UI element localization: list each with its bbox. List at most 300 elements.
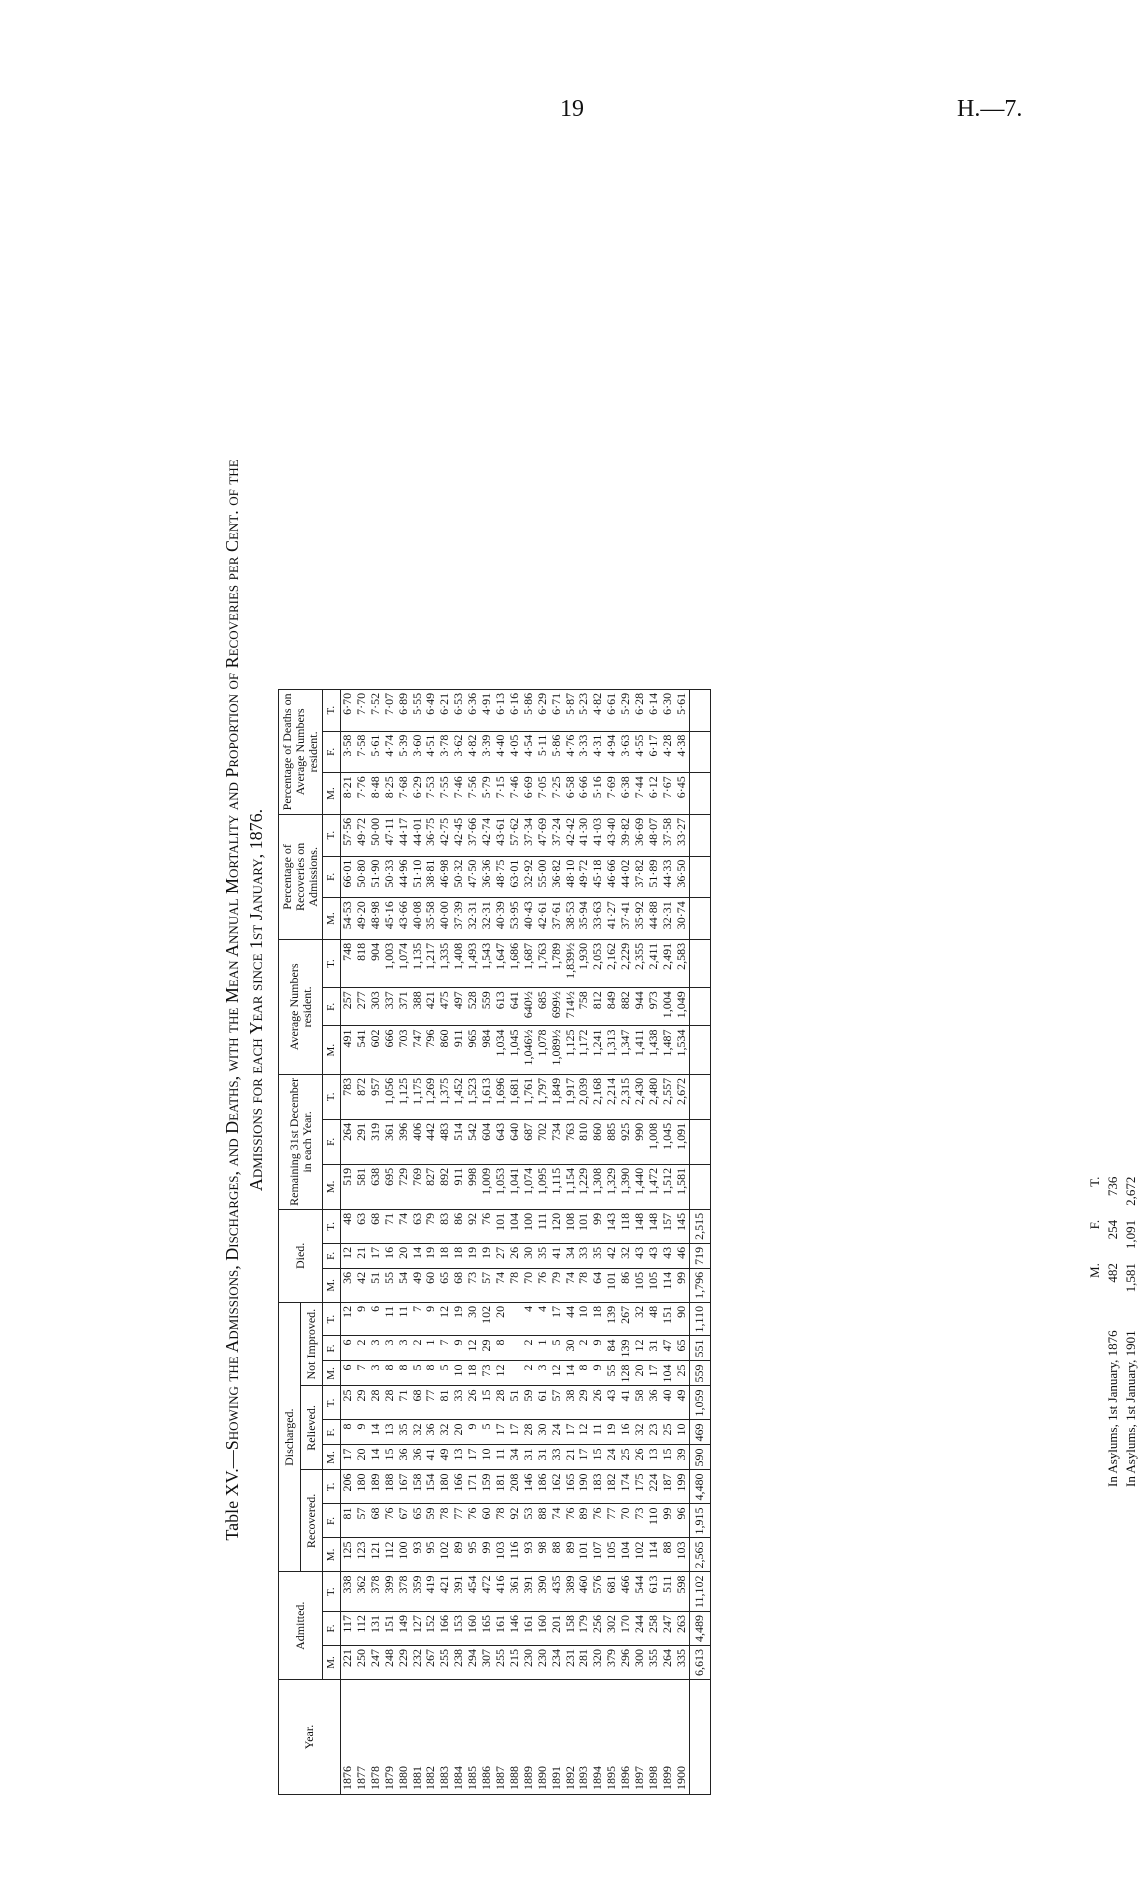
- table-cell: 32·31: [466, 898, 480, 940]
- table-cell: 32: [411, 1420, 425, 1445]
- table-cell: 8: [424, 1361, 438, 1386]
- table-cell: 36: [424, 1420, 438, 1445]
- table-cell: 98: [536, 1538, 550, 1572]
- table-cell: 33: [452, 1386, 466, 1420]
- table-cell: 181: [494, 1470, 508, 1504]
- table-cell: 25: [341, 1386, 355, 1420]
- table-cell: 21: [564, 1445, 578, 1470]
- table-cell: 40·43: [522, 898, 536, 940]
- table-cell: 45·16: [383, 898, 397, 940]
- table-cell: 247: [661, 1612, 675, 1646]
- table-cell: 66·01: [341, 856, 355, 898]
- table-cell: 984: [480, 1026, 494, 1074]
- table-cell: 454: [466, 1572, 480, 1612]
- table-cell: 6,613: [689, 1646, 710, 1680]
- table-cell: 43: [661, 1243, 675, 1268]
- table-cell: 4·74: [383, 731, 397, 773]
- table-cell: 4·94: [605, 731, 619, 773]
- asylum-row1-m: 482: [1105, 1263, 1120, 1283]
- table-cell: 51·90: [369, 856, 383, 898]
- table-cell: 79: [550, 1268, 564, 1302]
- table-cell: 3·60: [411, 731, 425, 773]
- table-cell: 139: [605, 1302, 619, 1336]
- table-cell: 112: [355, 1612, 369, 1646]
- table-cell: 1896: [619, 1680, 633, 1795]
- table-cell: 74: [550, 1504, 564, 1538]
- table-cell: 3: [383, 1336, 397, 1361]
- table-cell: 7·53: [424, 773, 438, 815]
- table-cell: 26: [633, 1445, 647, 1470]
- table-cell: 57·62: [508, 814, 522, 856]
- table-cell: 1,115: [550, 1164, 564, 1209]
- table-cell: 5·16: [591, 773, 605, 815]
- table-cell: 872: [355, 1074, 369, 1119]
- table-cell: 7·58: [355, 731, 369, 773]
- table-cell: 703: [397, 1026, 411, 1074]
- table-cell: 4·40: [494, 731, 508, 773]
- table-cell: 48·10: [564, 856, 578, 898]
- sex-header-t: T.: [323, 1209, 341, 1243]
- table-cell: 559: [480, 988, 494, 1026]
- table-cell: 61: [536, 1386, 550, 1420]
- table-cell: 5·39: [397, 731, 411, 773]
- table-cell: 1,046½: [522, 1026, 536, 1074]
- table-cell: 38·53: [564, 898, 578, 940]
- table-cell: 4,489: [689, 1612, 710, 1646]
- col-pct-deaths: Percentage of Deaths on Average Numbers resident.: [279, 689, 323, 814]
- table-cell: 1: [536, 1336, 550, 1361]
- table-cell: 7·55: [438, 773, 452, 815]
- table-cell: 33: [550, 1445, 564, 1470]
- table-cell: 68: [369, 1209, 383, 1243]
- table-cell: 849: [605, 988, 619, 1026]
- table-cell: 14: [564, 1361, 578, 1386]
- table-cell: 551: [689, 1336, 710, 1361]
- table-cell: 1,074: [397, 939, 411, 987]
- table-cell: 2,565: [689, 1538, 710, 1572]
- table-cell: 78: [577, 1268, 591, 1302]
- sex-header-m: M.: [323, 898, 341, 940]
- table-cell: 81: [438, 1386, 452, 1420]
- table-cell: 161: [522, 1612, 536, 1646]
- table-cell: 1894: [591, 1680, 605, 1795]
- table-cell: 34: [508, 1445, 522, 1470]
- asylum-header-f: F.: [1087, 1219, 1102, 1230]
- table-cell: 19: [452, 1302, 466, 1336]
- table-cell: 105: [605, 1538, 619, 1572]
- table-cell: 125: [341, 1538, 355, 1572]
- table-title: [220, 205, 268, 1795]
- table-cell: 6·45: [675, 773, 689, 815]
- table-cell: 1,512: [661, 1164, 675, 1209]
- table-cell: 892: [438, 1164, 452, 1209]
- table-cell: 96: [675, 1504, 689, 1538]
- table-cell: 73: [480, 1361, 494, 1386]
- table-cell: 2,355: [633, 939, 647, 987]
- table-cell: 7·46: [452, 773, 466, 815]
- table-cell: 911: [452, 1164, 466, 1209]
- table-cell: 281: [577, 1646, 591, 1680]
- table-cell: 2,491: [661, 939, 675, 987]
- table-cell: 49: [675, 1386, 689, 1420]
- table-cell: 1,004: [661, 988, 675, 1026]
- table-cell: 6·14: [647, 689, 661, 731]
- table-cell: 32·92: [522, 856, 536, 898]
- table-cell: 103: [675, 1538, 689, 1572]
- table-cell: 234: [550, 1646, 564, 1680]
- table-cell: 483: [438, 1119, 452, 1164]
- table-cell: 1,581: [675, 1164, 689, 1209]
- table-cell: 2,162: [605, 939, 619, 987]
- page-reference: H.—7.: [957, 96, 1023, 122]
- sex-header-t: T.: [323, 1572, 341, 1612]
- table-cell: 180: [438, 1470, 452, 1504]
- table-cell: 1,696: [494, 1074, 508, 1119]
- col-admitted: Admitted.: [279, 1572, 323, 1680]
- table-cell: 20: [355, 1445, 369, 1470]
- table-cell: 102: [480, 1302, 494, 1336]
- table-cell: 998: [466, 1164, 480, 1209]
- table-cell: 21: [355, 1243, 369, 1268]
- table-cell: 267: [424, 1646, 438, 1680]
- table-cell: 65: [411, 1504, 425, 1538]
- table-cell: 48·75: [494, 856, 508, 898]
- table-cell: 71: [383, 1209, 397, 1243]
- table-cell: 76: [466, 1504, 480, 1538]
- table-cell: 5: [480, 1420, 494, 1445]
- table-cell: 45·18: [591, 856, 605, 898]
- table-cell: 60: [424, 1268, 438, 1302]
- table-cell: 1,647: [494, 939, 508, 987]
- table-cell: 143: [605, 1209, 619, 1243]
- table-cell: 6·69: [522, 773, 536, 815]
- table-cell: 2,583: [675, 939, 689, 987]
- table-cell: 89: [564, 1538, 578, 1572]
- table-cell: 666: [383, 1026, 397, 1074]
- table-cell: 5: [438, 1361, 452, 1386]
- table-cell: 42·74: [480, 814, 494, 856]
- table-cell: 43·61: [494, 814, 508, 856]
- table-cell: 7·76: [355, 773, 369, 815]
- table-cell: 1877: [355, 1680, 369, 1795]
- table-cell: 44·33: [661, 856, 675, 898]
- table-cell: 5·86: [550, 731, 564, 773]
- table-cell: 391: [452, 1572, 466, 1612]
- table-cell: 50·32: [452, 856, 466, 898]
- table-cell: 528: [466, 988, 480, 1026]
- table-cell: 5: [411, 1361, 425, 1386]
- table-cell: 162: [550, 1470, 564, 1504]
- table-cell: 640: [508, 1119, 522, 1164]
- table-cell: 116: [508, 1538, 522, 1572]
- table-cell: 248: [383, 1646, 397, 1680]
- table-cell: 29: [480, 1336, 494, 1361]
- table-cell: 12: [341, 1302, 355, 1336]
- table-cell: 2: [522, 1361, 536, 1386]
- table-cell: 559: [689, 1361, 710, 1386]
- table-cell: 38: [564, 1386, 578, 1420]
- table-cell: 1,125: [564, 1026, 578, 1074]
- table-cell: 18: [438, 1243, 452, 1268]
- table-cell: 4·55: [633, 731, 647, 773]
- table-cell: 388: [411, 988, 425, 1026]
- sex-header-m: M.: [323, 1445, 341, 1470]
- table-cell: 1878: [369, 1680, 383, 1795]
- table-cell: 258: [647, 1612, 661, 1646]
- table-cell: 244: [633, 1612, 647, 1646]
- table-cell: 2: [577, 1336, 591, 1361]
- table-cell: 206: [341, 1470, 355, 1504]
- table-cell: 14: [369, 1420, 383, 1445]
- table-cell: 6·12: [647, 773, 661, 815]
- table-cell: 14: [369, 1445, 383, 1470]
- table-cell: 1,487: [661, 1026, 675, 1074]
- table-cell: 6·70: [341, 689, 355, 731]
- table-cell: 1890: [536, 1680, 550, 1795]
- table-cell: 28: [522, 1420, 536, 1445]
- table-cell: 1,408: [452, 939, 466, 987]
- table-cell: 44·02: [619, 856, 633, 898]
- table-cell: 26: [466, 1386, 480, 1420]
- table-cell: 190: [577, 1470, 591, 1504]
- table-body: [341, 689, 711, 1794]
- sex-header-t: T.: [323, 814, 341, 856]
- table-cell: 1,917: [564, 1074, 578, 1119]
- table-cell: 14: [411, 1243, 425, 1268]
- table-cell: 416: [494, 1572, 508, 1612]
- table-cell: 6·61: [605, 689, 619, 731]
- table-row: [633, 689, 647, 1794]
- asylum-header-t: T.: [1087, 1176, 1102, 1187]
- table-cell: 7·68: [397, 773, 411, 815]
- table-cell: 5·23: [577, 689, 591, 731]
- table-cell: 166: [438, 1612, 452, 1646]
- table-cell: 44·96: [397, 856, 411, 898]
- table-row: [452, 689, 466, 1794]
- table-cell: 48: [647, 1302, 661, 1336]
- table-cell: 641: [508, 988, 522, 1026]
- table-cell: 6·21: [438, 689, 452, 731]
- table-cell: 152: [424, 1612, 438, 1646]
- table-cell: 4·82: [591, 689, 605, 731]
- table-cell: 925: [619, 1119, 633, 1164]
- table-cell: 49·72: [577, 856, 591, 898]
- table-cell: 1,411: [633, 1026, 647, 1074]
- table-cell: 57: [550, 1386, 564, 1420]
- table-row: [369, 689, 383, 1794]
- table-cell: 8·21: [341, 773, 355, 815]
- table-cell: 180: [355, 1470, 369, 1504]
- table-cell: 60: [480, 1504, 494, 1538]
- table-cell: 40: [661, 1386, 675, 1420]
- table-cell: 2: [355, 1336, 369, 1361]
- table-cell: 88: [536, 1504, 550, 1538]
- table-cell: 590: [689, 1445, 710, 1470]
- table-cell: 16: [619, 1420, 633, 1445]
- table-cell: 78: [508, 1268, 522, 1302]
- table-cell: 7·67: [661, 773, 675, 815]
- table-cell: 48·07: [647, 814, 661, 856]
- sex-header-f: F.: [323, 1336, 341, 1361]
- sex-header-m: M.: [323, 1268, 341, 1302]
- table-row: [466, 689, 480, 1794]
- table-cell: 201: [550, 1612, 564, 1646]
- table-cell: 406: [411, 1119, 425, 1164]
- table-cell: 11: [591, 1420, 605, 1445]
- table-cell: 3·78: [438, 731, 452, 773]
- asylum-row2-m: 1,581: [1123, 1263, 1138, 1293]
- table-cell: 12: [633, 1336, 647, 1361]
- table-cell: 613: [494, 988, 508, 1026]
- table-cell: 199: [675, 1470, 689, 1504]
- table-cell: 11: [494, 1445, 508, 1470]
- table-cell: 49: [438, 1445, 452, 1470]
- table-cell: 719: [689, 1243, 710, 1268]
- table-cell: 7: [355, 1361, 369, 1386]
- table-cell: 714½: [564, 988, 578, 1026]
- statistics-table: [278, 689, 711, 1795]
- asylum-row1-label: In Asylums, 1st January, 1876: [1105, 1330, 1120, 1487]
- table-cell: 1888: [508, 1680, 522, 1795]
- table-cell: 1,472: [647, 1164, 661, 1209]
- table-cell: 1876: [341, 1680, 355, 1795]
- table-cell: 1891: [550, 1680, 564, 1795]
- table-cell: 28: [383, 1386, 397, 1420]
- table-cell: 30: [536, 1420, 550, 1445]
- table-cell: 729: [397, 1164, 411, 1209]
- table-row: [522, 689, 536, 1794]
- table-cell: 1: [424, 1336, 438, 1361]
- table-cell: 2,480: [647, 1074, 661, 1119]
- table-cell: 598: [675, 1572, 689, 1612]
- table-cell: 18: [466, 1361, 480, 1386]
- table-cell: 33: [577, 1243, 591, 1268]
- table-cell: 1,613: [480, 1074, 494, 1119]
- table-cell: 92: [466, 1209, 480, 1243]
- sex-header-f: F.: [323, 856, 341, 898]
- table-cell: 965: [466, 1026, 480, 1074]
- table-cell: 307: [480, 1646, 494, 1680]
- table-cell: 5·61: [675, 689, 689, 731]
- table-cell: 362: [355, 1572, 369, 1612]
- table-cell: 338: [341, 1572, 355, 1612]
- table-cell: 1,438: [647, 1026, 661, 1074]
- table-cell: 748: [341, 939, 355, 987]
- sex-header-f: F.: [323, 731, 341, 773]
- table-cell: 20: [494, 1302, 508, 1336]
- table-cell: 19: [424, 1243, 438, 1268]
- table-cell: 758: [577, 988, 591, 1026]
- table-cell: 50·33: [383, 856, 397, 898]
- table-cell: 267: [619, 1302, 633, 1336]
- asylum-row2-f: 1,091: [1123, 1219, 1138, 1250]
- table-cell: 77: [605, 1504, 619, 1538]
- table-cell: 15: [383, 1445, 397, 1470]
- table-cell: 613: [647, 1572, 661, 1612]
- table-cell: 29: [577, 1386, 591, 1420]
- table-cell: 18: [452, 1243, 466, 1268]
- table-cell: 25: [675, 1361, 689, 1386]
- table-cell: 19: [466, 1243, 480, 1268]
- table-row: [619, 689, 633, 1794]
- table-cell: 35·58: [424, 898, 438, 940]
- table-cell: 57·56: [341, 814, 355, 856]
- table-cell: 6·58: [564, 773, 578, 815]
- table-cell: 48·98: [369, 898, 383, 940]
- table-cell: 145: [675, 1209, 689, 1243]
- table-cell: 101: [577, 1538, 591, 1572]
- table-cell: 153: [452, 1612, 466, 1646]
- table-cell: 1,313: [605, 1026, 619, 1074]
- table-cell: 26: [591, 1386, 605, 1420]
- table-cell: 8·25: [383, 773, 397, 815]
- table-cell: 42·61: [536, 898, 550, 940]
- table-cell: 818: [355, 939, 369, 987]
- table-cell: 5·87: [564, 689, 578, 731]
- asylum-row2-label: In Asylums, 1st January, 1901: [1123, 1330, 1138, 1487]
- table-cell: 4·51: [424, 731, 438, 773]
- table-row: [397, 689, 411, 1794]
- table-cell: 2: [522, 1336, 536, 1361]
- asylum-row2-t: 2,672: [1123, 1176, 1138, 1206]
- table-cell: 296: [619, 1646, 633, 1680]
- table-cell: 8: [494, 1336, 508, 1361]
- table-cell: 6·36: [466, 689, 480, 731]
- table-cell: 6·89: [397, 689, 411, 731]
- sex-header-m: M.: [323, 1026, 341, 1074]
- table-cell: 497: [452, 988, 466, 1026]
- table-cell: 59: [424, 1504, 438, 1538]
- table-cell: 41: [619, 1386, 633, 1420]
- table-cell: 421: [438, 1572, 452, 1612]
- table-cell: 602: [369, 1026, 383, 1074]
- table-cell: 7: [411, 1302, 425, 1336]
- table-row: [564, 689, 578, 1794]
- table-cell: 291: [355, 1119, 369, 1164]
- table-cell: 475: [438, 988, 452, 1026]
- table-cell: 2,229: [619, 939, 633, 987]
- table-cell: [689, 856, 710, 898]
- table-cell: 1,930: [577, 939, 591, 987]
- table-cell: 1,110: [689, 1302, 710, 1336]
- page-number: 19: [560, 96, 584, 122]
- table-cell: 1,089½: [550, 1026, 564, 1074]
- table-cell: 6·66: [577, 773, 591, 815]
- table-row: [675, 689, 689, 1794]
- table-cell: 36·69: [633, 814, 647, 856]
- table-cell: 885: [605, 1119, 619, 1164]
- table-cell: 11: [383, 1302, 397, 1336]
- table-cell: 117: [341, 1612, 355, 1646]
- col-relieved: Relieved.: [301, 1386, 323, 1470]
- table-cell: 17: [647, 1361, 661, 1386]
- table-cell: 17: [341, 1445, 355, 1470]
- table-cell: 1,009: [480, 1164, 494, 1209]
- table-cell: 1,347: [619, 1026, 633, 1074]
- table-cell: 1,440: [633, 1164, 647, 1209]
- table-cell: [689, 1119, 710, 1164]
- table-cell: 101: [605, 1268, 619, 1302]
- table-cell: 183: [591, 1470, 605, 1504]
- table-cell: 31: [522, 1445, 536, 1470]
- table-cell: [689, 1074, 710, 1119]
- table-cell: 104: [508, 1209, 522, 1243]
- table-cell: 43·40: [605, 814, 619, 856]
- table-cell: 57: [480, 1268, 494, 1302]
- table-cell: 1880: [397, 1680, 411, 1795]
- table-cell: 1,849: [550, 1074, 564, 1119]
- table-cell: 27: [494, 1243, 508, 1268]
